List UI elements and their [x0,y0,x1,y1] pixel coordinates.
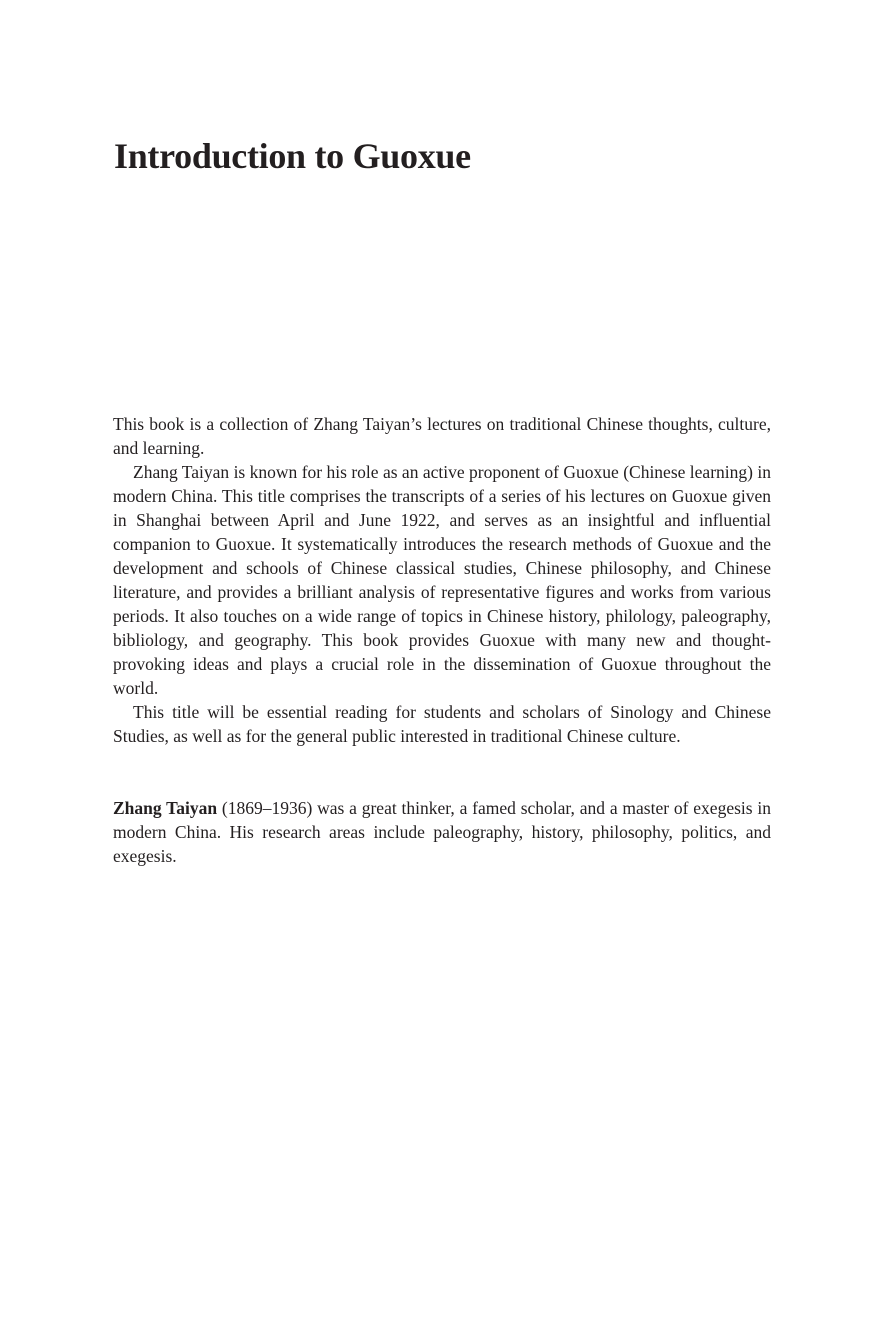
author-bio [113,796,771,868]
author-bio-text: (1869–1936) was a great thinker, a famed scholar, and a master of exegesis in modern China. His research areas include paleography, history, philosophy, politics, and exegesis. [113,798,772,866]
page-title: Introduction to Guoxue [114,136,471,176]
description-paragraph: This title will be essential reading for students and scholars of Sinology and Chinese Studies, as well as for the general public interested in traditional Chinese culture. [113,702,771,746]
description-paragraph: This book is a collection of Zhang Taiyan’s lectures on traditional Chinese thoughts, culture, and learning. [113,414,771,458]
description-paragraph: Zhang Taiyan is known for his role as an active proponent of Guoxue (Chinese learning) in modern China. This title comprises the transcripts of a series of his lectures on Guoxue given in Shanghai between April and June 1922, and serves as an insightful and influential companion to Guoxue. It systematically introduces the research methods of Guoxue and the development and schools of Chinese classical studies, Chinese philosophy, and Chinese literature, and provides a brilliant analysis of representative figures and works from various periods. It also touches on a wide range of topics in Chinese history, philology, paleography, bibliology, and geography. This book provides Guoxue with many new and thought-provoking ideas and plays a crucial role in the dissemination of Guoxue throughout the world. [113,462,771,698]
book-description [113,412,771,748]
author-name: Zhang Taiyan [113,798,218,818]
